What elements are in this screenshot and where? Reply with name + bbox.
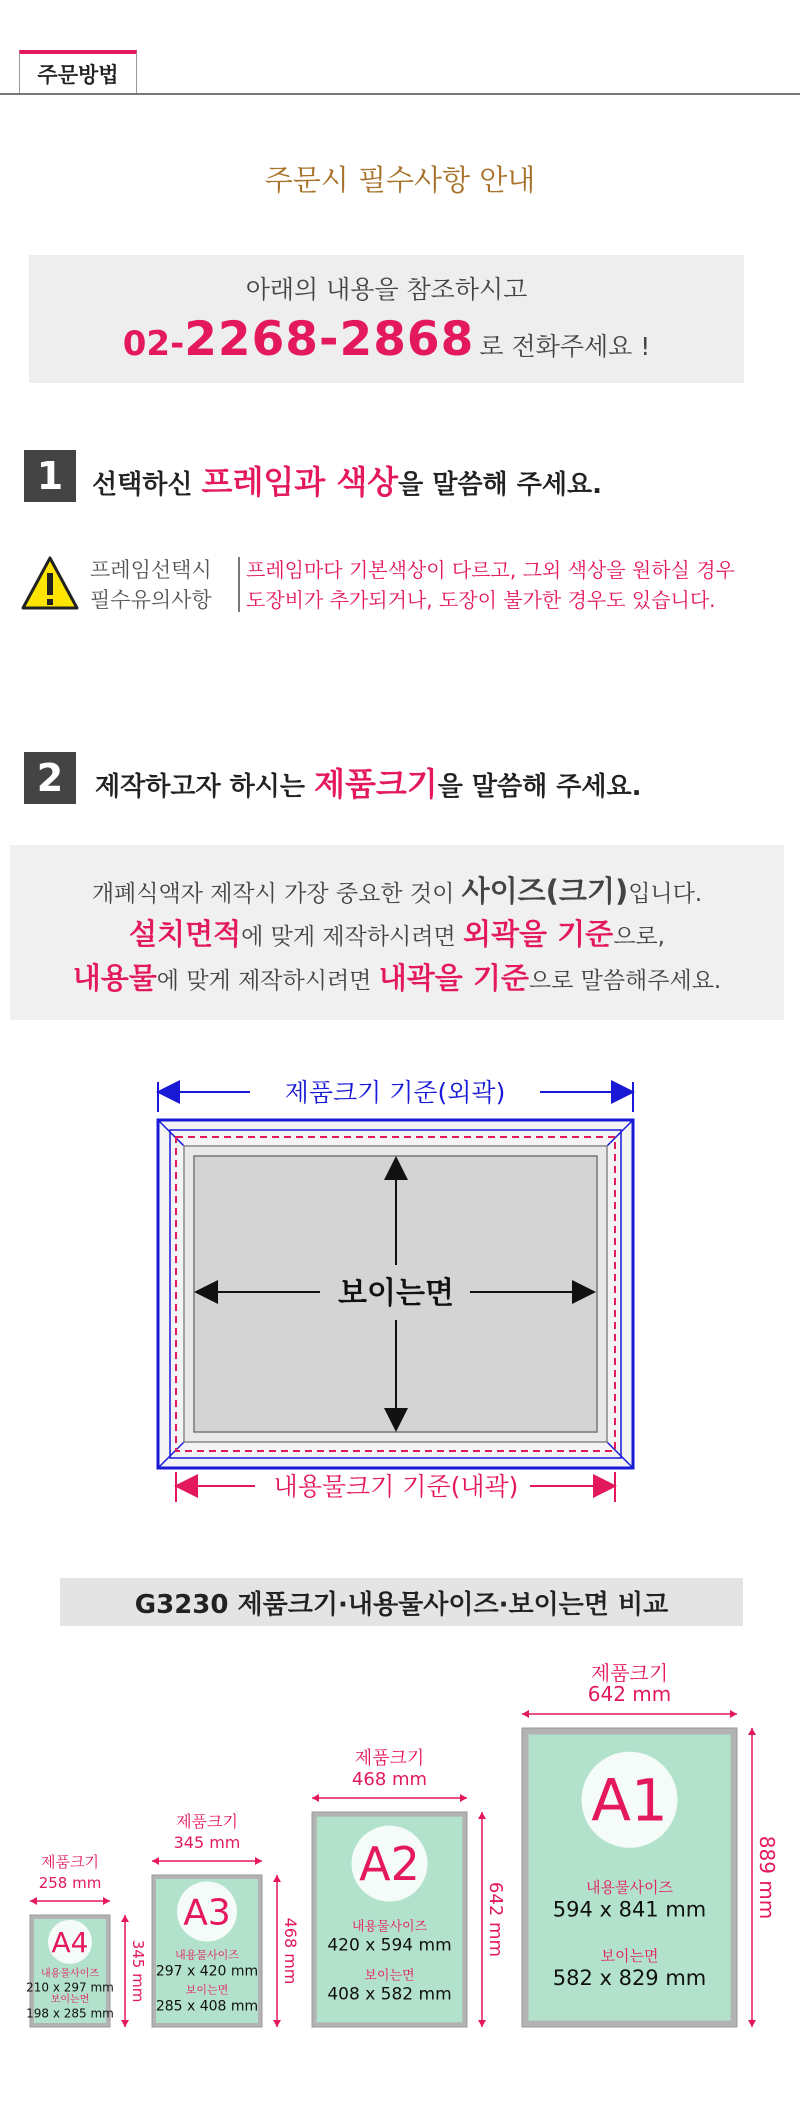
step1-text-after: 을 말씀해 주세요. [398, 470, 602, 500]
step1-highlight: 프레임과 색상 [201, 463, 399, 501]
info-line2-mid: 에 맞게 제작하시려면 [241, 924, 464, 950]
a3-width-arrow-head-left [152, 1857, 159, 1865]
a1-content-label: 내용물사이즈 [586, 1878, 673, 1897]
info-line2-highlight1: 설치면적 [129, 917, 242, 951]
step1-heading [92, 457, 602, 503]
a1-view-label: 보이는면 [600, 1947, 659, 1966]
a2-width-arrow-head-left [312, 1794, 319, 1802]
a4-product-label: 제품크기 [41, 1853, 99, 1871]
info-line3-highlight2: 내곽을 기준 [378, 961, 529, 995]
step1-text-before: 선택하신 [92, 470, 202, 500]
a3-height-arrow-head-top [273, 1875, 281, 1882]
warning-divider [238, 557, 240, 612]
info-line-3 [10, 956, 784, 997]
a2-size-name: A2 [359, 1837, 420, 1892]
a4-width-arrow-head-right [103, 1897, 110, 1905]
inner-label: 내용물크기 기준(내곽) [273, 1472, 519, 1501]
info-line2-after: 으로, [613, 924, 665, 950]
a4-height-arrow-head-top [121, 1915, 129, 1922]
a1-product-width: 642 mm [587, 1682, 672, 1706]
tab-order-method[interactable] [19, 50, 137, 93]
a2-view-size: 408 x 582 mm [327, 1984, 452, 2005]
tab-label: 주문방법 [37, 62, 119, 87]
info-line3-highlight1: 내용물 [72, 961, 157, 995]
a4-width-arrow-head-left [30, 1897, 37, 1905]
comparison-title: G3230 제품크기·내용물사이즈·보이는면 비교 [60, 1578, 743, 1626]
comparison-diagram [0, 1640, 800, 2040]
step2-number: 2 [24, 752, 76, 804]
warning-text-line1: 프레임마다 기본색상이 다르고, 그외 색상을 원하실 경우 [246, 558, 735, 582]
a2-height-arrow-head-top [478, 1812, 486, 1819]
a3-view-label: 보이는면 [185, 1983, 229, 1997]
a1-product-label: 제품크기 [590, 1661, 669, 1685]
warning-text [246, 555, 735, 615]
a2-product-width: 468 mm [351, 1769, 428, 1790]
a3-product-width: 345 mm [173, 1833, 241, 1852]
a4-size-name: A4 [51, 1925, 89, 1959]
a3-product-height: 468 mm [281, 1917, 300, 1985]
a4-content-label: 내용물사이즈 [41, 1968, 99, 1980]
a3-view-size: 285 x 408 mm [155, 1998, 259, 2015]
a4-view-size: 198 x 285 mm [26, 2006, 114, 2021]
tab-underline [0, 93, 800, 95]
a1-width-arrow-head-right [730, 1710, 737, 1718]
a3-height-arrow-head-bottom [273, 2020, 281, 2027]
a3-product-label: 제품크기 [176, 1812, 238, 1831]
warning-text-line2: 도장비가 추가되거나, 도장이 불가한 경우도 있습니다. [246, 588, 716, 612]
a1-content-size: 594 x 841 mm [552, 1897, 707, 1922]
a2-product-height: 642 mm [485, 1881, 506, 1958]
info-line2-highlight2: 외곽을 기준 [463, 917, 614, 951]
a2-height-arrow-head-bottom [478, 2020, 486, 2027]
step2-text-after: 을 말씀해 주세요. [437, 772, 642, 802]
a4-content-size: 210 x 297 mm [26, 1980, 114, 1995]
call-instruction: 아래의 내용을 참조하시고 [245, 275, 528, 304]
frame-diagram [140, 1070, 660, 1510]
a2-content-size: 420 x 594 mm [327, 1935, 452, 1956]
step2-heading [95, 759, 642, 805]
a3-width-arrow-head-right [255, 1857, 262, 1865]
step2-highlight: 제품크기 [314, 765, 438, 803]
a3-content-size: 297 x 420 mm [155, 1963, 259, 1980]
info-line1-before: 개폐식액자 제작시 가장 중요한 것이 [91, 881, 462, 907]
a4-view-label: 보이는면 [50, 1994, 90, 2006]
view-label: 보이는면 [338, 1276, 454, 1311]
a1-product-height: 889 mm [755, 1835, 779, 1920]
info-line-2 [10, 912, 784, 953]
a1-height-arrow-head-bottom [748, 2020, 756, 2027]
phone-number[interactable]: 2268-2868 [184, 312, 475, 367]
warning-icon [20, 555, 80, 611]
a4-product-width: 258 mm [38, 1874, 102, 1892]
a2-width-arrow-head-right [460, 1794, 467, 1802]
a2-view-label: 보이는면 [364, 1968, 415, 1984]
call-phone-line [29, 312, 744, 367]
info-line3-mid: 에 맞게 제작하시려면 [156, 968, 379, 994]
info-line3-after: 으로 말씀해주세요. [528, 968, 722, 994]
a3-content-label: 내용물사이즈 [175, 1948, 239, 1962]
info-line1-after: 입니다. [628, 881, 703, 907]
warning-label [90, 555, 212, 615]
guide-title: 주문시 필수사항 안내 [264, 163, 536, 197]
a2-content-label: 내용물사이즈 [351, 1919, 428, 1935]
a1-width-arrow-head-left [522, 1710, 529, 1718]
info-line1-bold: 사이즈(크기) [461, 874, 629, 908]
a1-view-size: 582 x 829 mm [552, 1966, 707, 1991]
step1-number: 1 [24, 450, 76, 502]
a2-product-label: 제품크기 [354, 1748, 425, 1769]
warning-label-line2: 필수유의사항 [90, 588, 212, 612]
phone-prefix: 02- [122, 324, 185, 364]
a4-product-height: 345 mm [129, 1939, 147, 2003]
step2-text-before: 제작하고자 하시는 [95, 772, 315, 802]
outer-label: 제품크기 기준(외곽) [284, 1078, 506, 1107]
a1-height-arrow-head-top [748, 1728, 756, 1735]
a4-height-arrow-head-bottom [121, 2020, 129, 2027]
info-line-1 [10, 869, 784, 910]
a1-size-name: A1 [591, 1766, 668, 1835]
a3-size-name: A3 [183, 1892, 231, 1934]
warning-label-line1: 프레임선택시 [90, 558, 212, 582]
call-suffix: 로 전화주세요 ! [479, 332, 651, 361]
